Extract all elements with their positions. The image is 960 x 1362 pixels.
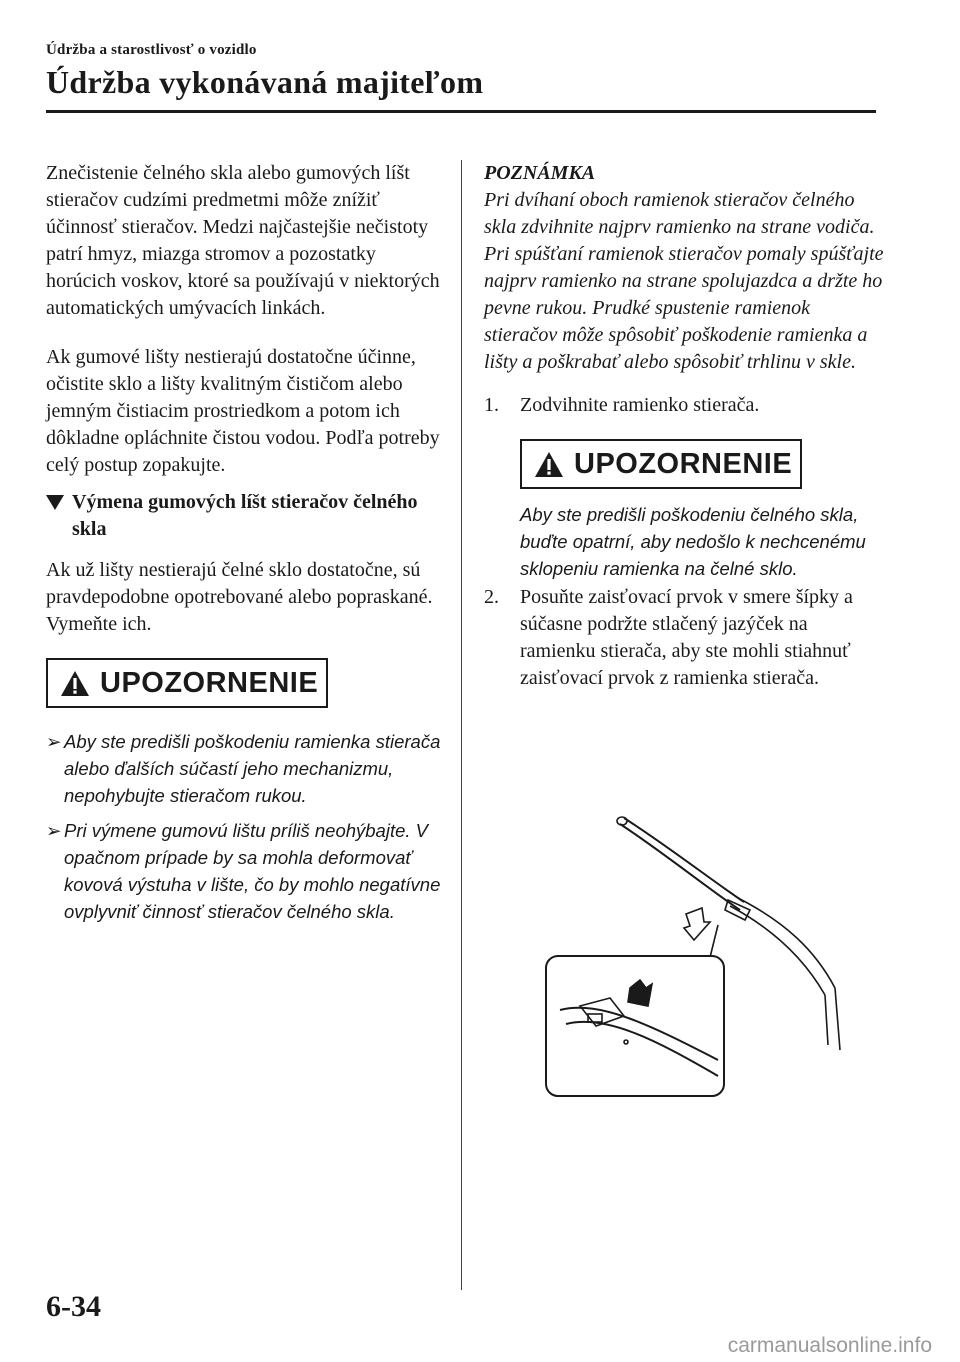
page-number: 6-34 bbox=[46, 1290, 101, 1323]
warning-text: Aby ste predišli poškodeniu ramienka stierača alebo ďalších súčastí jeho mechanizmu, nepohybujte stieračom rukou. bbox=[64, 731, 441, 806]
paragraph-cleaning: Ak gumové lišty nestierajú dostatočne účinne, očistite sklo a lišty kvalitným čističom alebo jemným čistiacim prostriedkom a potom ich dôkladne opláchnite čistou vodou. Podľa potreby celý postup zopakujte. bbox=[46, 346, 440, 476]
caution-box bbox=[46, 658, 328, 708]
step-number: 1. bbox=[484, 394, 499, 416]
warning-triangle-icon bbox=[534, 451, 564, 478]
caution-label: UPOZORNENIE bbox=[574, 447, 793, 480]
warning-triangle-icon bbox=[60, 670, 90, 697]
step-item bbox=[484, 584, 884, 692]
warning-list bbox=[46, 728, 441, 925]
page-title: Údržba vykonávaná majiteľom bbox=[46, 64, 484, 100]
caution-label: UPOZORNENIE bbox=[100, 666, 319, 699]
breadcrumb: Údržba a starostlivosť o vozidlo bbox=[46, 42, 257, 58]
right-column bbox=[484, 160, 884, 692]
caution-box bbox=[520, 439, 802, 489]
note-text: Pri dvíhaní oboch ramienok stieračov čelného skla zdvihnite najprv ramienko na strane vodiča. Pri spúšťaní ramienok stieračov pomaly spúšťajte najprv ramienko na strane spolujazdca a držte ho pevne rukou. Prudké spustenie ramienok stieračov môže spôsobiť poškodenie ramienka a lišty a poškrabať alebo spôsobiť trhlinu v skle. bbox=[484, 189, 884, 373]
step-item bbox=[484, 392, 884, 419]
steps-list-1 bbox=[484, 392, 884, 419]
section-heading-text: Výmena gumových líšt stieračov čelného skla bbox=[72, 491, 418, 540]
watermark: carmanualsonline.info bbox=[727, 1334, 932, 1357]
column-divider bbox=[461, 160, 462, 1290]
section-heading-replacement bbox=[46, 489, 441, 543]
warning-text: Pri výmene gumovú lištu príliš neohýbajte. V opačnom prípade by sa mohla deformovať kovová výstuha v lište, čo by mohlo negatívne ovplyvniť činnosť stieračov čelného skla. bbox=[64, 820, 441, 922]
arrow-bullet-icon: ➢ bbox=[46, 731, 62, 752]
left-column bbox=[46, 160, 441, 933]
step-text: Zodvihnite ramienko stierača. bbox=[520, 394, 760, 416]
wiper-illustration bbox=[540, 810, 860, 1100]
step-number: 2. bbox=[484, 586, 499, 608]
arrow-bullet-icon: ➢ bbox=[46, 820, 62, 841]
note-heading: POZNÁMKA bbox=[484, 162, 596, 184]
title-rule bbox=[46, 110, 876, 113]
triangle-down-icon bbox=[46, 495, 64, 510]
paragraph-replace: Ak už lišty nestierajú čelné sklo dostatočne, sú pravdepodobne opotrebované alebo popraskané. Vymeňte ich. bbox=[46, 559, 433, 635]
warning-item bbox=[46, 817, 441, 925]
caution-text: Aby ste predišli poškodeniu čelného skla, buďte opatrní, aby nedošlo k nechcenému sklopeniu ramienka na čelné sklo. bbox=[520, 504, 866, 579]
warning-item bbox=[46, 728, 441, 809]
steps-list-2 bbox=[484, 584, 884, 692]
paragraph-dirt: Znečistenie čelného skla alebo gumových líšt stieračov cudzími predmetmi môže znížiť účinnosť stieračov. Medzi najčastejšie nečistoty patrí hmyz, miazga stromov a pozostatky horúcich voskov, ktoré sa používajú v niektorých automatických umývacích linkách. bbox=[46, 162, 440, 319]
step-text: Posuňte zaisťovací prvok v smere šípky a súčasne podržte stlačený jazýček na ramienku stierača, aby ste mohli stiahnuť zaisťovací prvok z ramienka stierača. bbox=[520, 586, 853, 689]
